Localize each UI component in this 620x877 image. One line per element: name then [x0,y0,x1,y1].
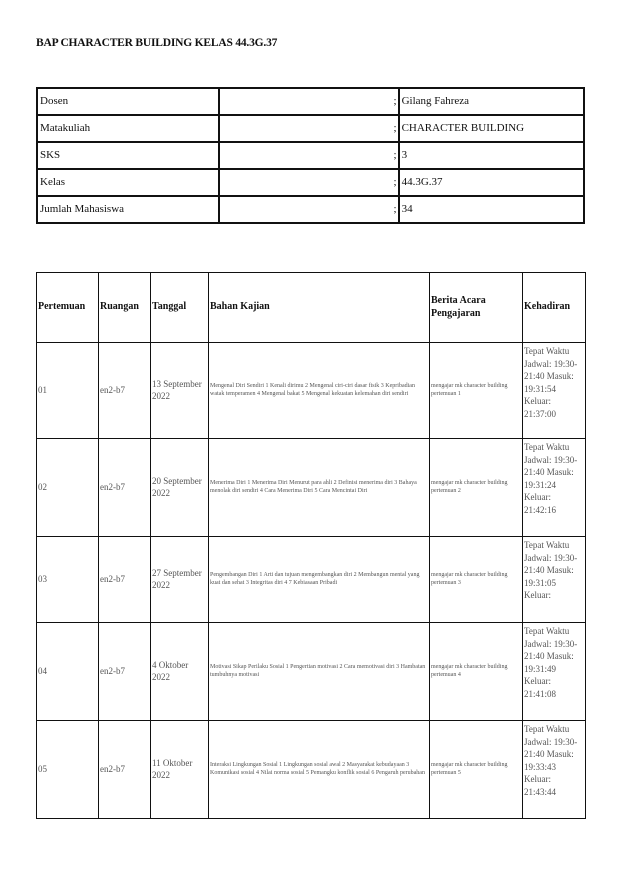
cell-ruangan: en2-b7 [99,439,151,537]
cell-tanggal: 4 Oktober 2022 [151,623,209,721]
table-header-row [37,273,586,343]
header-bahan-kajian: Bahan Kajian [209,273,430,343]
table-row [37,439,586,537]
cell-tanggal: 13 September 2022 [151,343,209,439]
info-row-dosen [37,88,584,115]
cell-pertemuan: 05 [37,721,99,819]
table-row [37,721,586,819]
cell-pertemuan: 04 [37,623,99,721]
cell-kehadiran: Tepat Waktu Jadwal: 19:30-21:40 Masuk: 19:31:54 Keluar: 21:37:00 [523,343,586,439]
header-tanggal: Tanggal [151,273,209,343]
document-title: BAP CHARACTER BUILDING KELAS 44.3G.37 [36,37,278,49]
info-separator: ; [219,196,399,223]
cell-tanggal: 27 September 2022 [151,537,209,623]
table-row [37,623,586,721]
attendance-table [36,272,586,819]
info-label: SKS [37,142,219,169]
info-value: 34 [399,196,584,223]
cell-berita-acara: mengajar mk character building pertemuan 5 [430,721,523,819]
table-row [37,537,586,623]
cell-ruangan: en2-b7 [99,623,151,721]
cell-pertemuan: 01 [37,343,99,439]
cell-ruangan: en2-b7 [99,537,151,623]
info-value: Gilang Fahreza [399,88,584,115]
cell-tanggal: 20 September 2022 [151,439,209,537]
cell-kehadiran: Tepat Waktu Jadwal: 19:30-21:40 Masuk: 19:31:05 Keluar: [523,537,586,623]
info-label: Dosen [37,88,219,115]
info-label: Jumlah Mahasiswa [37,196,219,223]
header-pertemuan: Pertemuan [37,273,99,343]
cell-ruangan: en2-b7 [99,721,151,819]
header-ruangan: Ruangan [99,273,151,343]
cell-berita-acara: mengajar mk character building pertemuan 4 [430,623,523,721]
info-label: Kelas [37,169,219,196]
info-separator: ; [219,88,399,115]
info-value: CHARACTER BUILDING [399,115,584,142]
table-row [37,343,586,439]
cell-bahan-kajian: Menerima Diri 1 Menerima Diri Menurut para ahli 2 Definisi menerima diri 3 Bahaya menolak diri sendiri 4 Cara Menerima Diri 5 Cara Mencintai Diri [209,439,430,537]
course-info-table [36,87,585,224]
info-row-sks [37,142,584,169]
cell-bahan-kajian: Mengenal Diri Sendiri 1 Kenali dirimu 2 Mengenal ciri-ciri dasar fisik 3 Kepribadian watak temperamen 4 Mengenal bakat 5 Mengenal kekuatan kelemahan diri sendiri [209,343,430,439]
cell-bahan-kajian: Motivasi Sikap Perilaku Sosial 1 Pengertian motivasi 2 Cara memotivasi diri 3 Hambatan tumbuhnya motivasi [209,623,430,721]
info-separator: ; [219,169,399,196]
cell-bahan-kajian: Interaksi Lingkungan Sosial 1 Lingkungan sosial awal 2 Masyarakat kebudayaan 3 Komunikasi sosial 4 Nilai norma sosial 5 Pemangku konflik sosial 6 Pengaruh perubahan [209,721,430,819]
cell-berita-acara: mengajar mk character building pertemuan 1 [430,343,523,439]
cell-berita-acara: mengajar mk character building pertemuan 3 [430,537,523,623]
cell-kehadiran: Tepat Waktu Jadwal: 19:30-21:40 Masuk: 19:31:24 Keluar: 21:42:16 [523,439,586,537]
header-kehadiran: Kehadiran [523,273,586,343]
cell-berita-acara: mengajar mk character building pertemuan 2 [430,439,523,537]
cell-bahan-kajian: Pengembangan Diri 1 Arti dan tujuan mengembangkan diri 2 Membangun mental yang kuat dan sehat 3 Integritas diri 4 7 Kebiasaan Pribadi [209,537,430,623]
cell-tanggal: 11 Oktober 2022 [151,721,209,819]
cell-pertemuan: 02 [37,439,99,537]
info-separator: ; [219,142,399,169]
info-label: Matakuliah [37,115,219,142]
cell-pertemuan: 03 [37,537,99,623]
cell-ruangan: en2-b7 [99,343,151,439]
info-row-kelas [37,169,584,196]
cell-kehadiran: Tepat Waktu Jadwal: 19:30-21:40 Masuk: 19:31:49 Keluar: 21:41:08 [523,623,586,721]
info-row-jumlah-mahasiswa [37,196,584,223]
info-row-matakuliah [37,115,584,142]
header-berita-acara: Berita Acara Pengajaran [430,273,523,343]
info-value: 3 [399,142,584,169]
info-separator: ; [219,115,399,142]
cell-kehadiran: Tepat Waktu Jadwal: 19:30-21:40 Masuk: 19:33:43 Keluar: 21:43:44 [523,721,586,819]
info-value: 44.3G.37 [399,169,584,196]
